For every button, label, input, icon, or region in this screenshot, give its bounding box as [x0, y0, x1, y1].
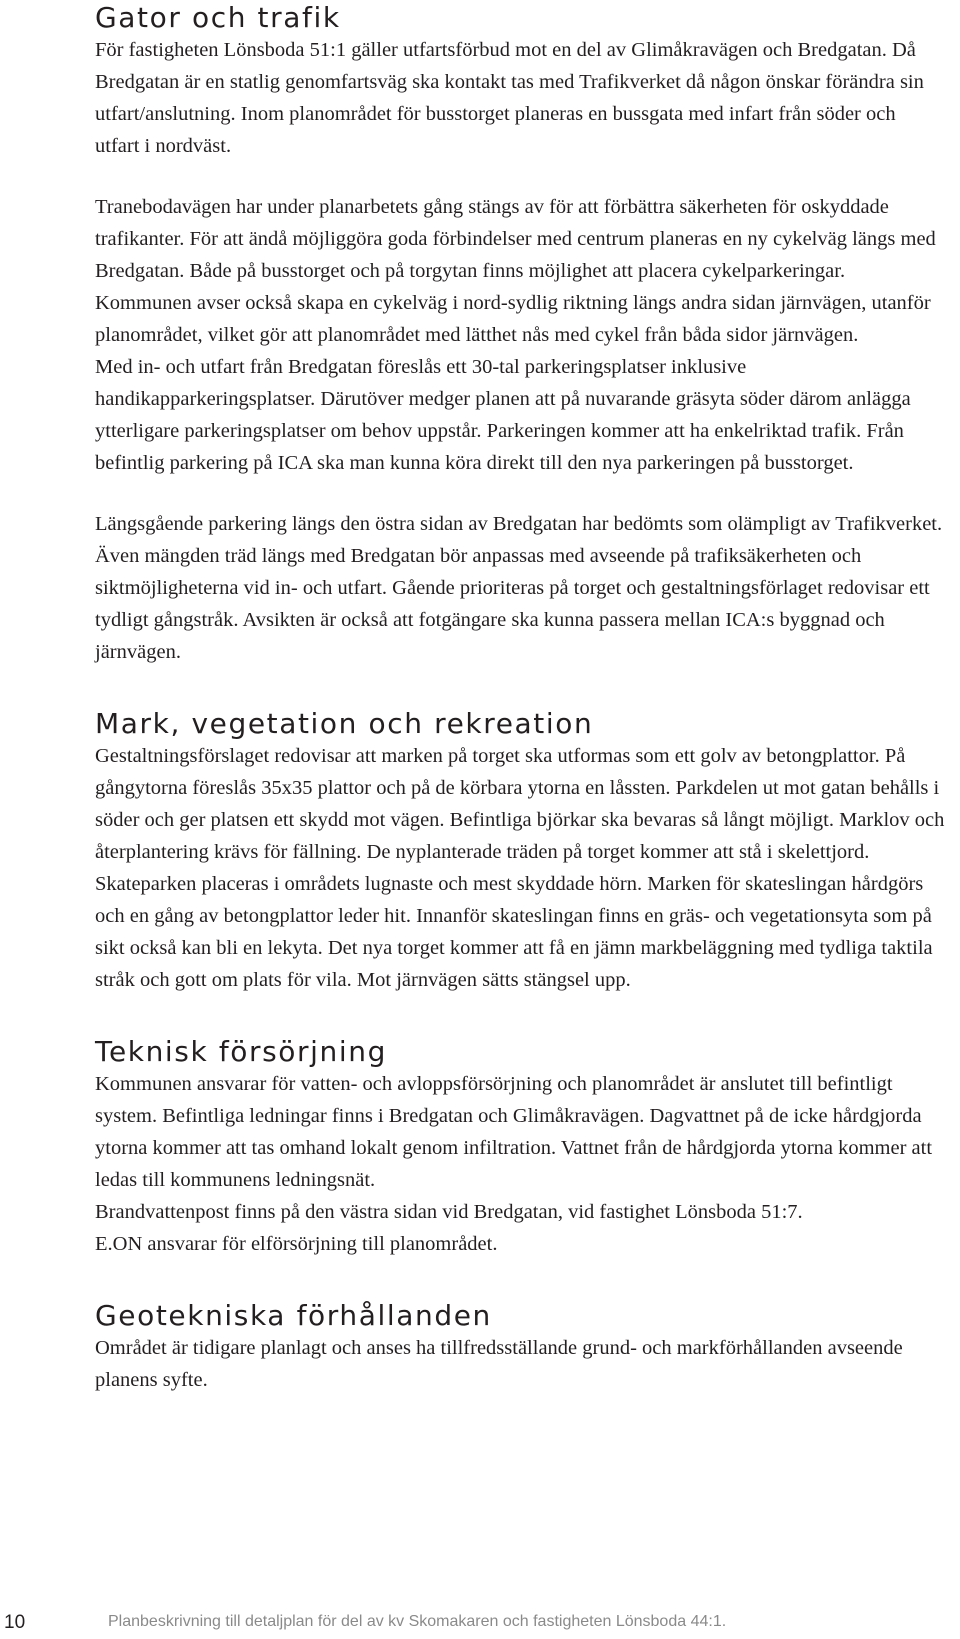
paragraph: Brandvattenpost finns på den västra sidan vid Bredgatan, vid fastighet Lönsboda 51:7. [95, 1201, 803, 1223]
section-heading: Gator och trafik [95, 1, 341, 34]
paragraph: För fastigheten Lönsboda 51:1 gäller utfartsförbud mot en del av Glimåkravägen och Bredgatan. Då Bredgatan är en statlig genomfartsväg ska kontakt tas med Trafikverket då någon önskar förändra sin utfart/anslutning. Inom planområdet för busstorget planeras en bussgata med infart från söder och utfart i nordväst. [95, 39, 924, 157]
paragraph: Längsgående parkering längs den östra sidan av Bredgatan har bedömts som olämpligt av Trafikverket. Även mängden träd längs med Bredgatan bör anpassas med avseende på trafiksäkerheten och siktmöjligheterna vid in- och utfart. Gående prioriteras på torget och gestaltningsförlaget redovisar ett tydligt gångstråk. Avsikten är också att fotgängare ska kunna passera mellan ICA:s byggnad och järnvägen. [95, 513, 943, 663]
page-footer [0, 1612, 960, 1636]
footer-title: Planbeskrivning till detaljplan för del av kv Skomakaren och fastigheten Lönsboda 44:1. [108, 1613, 727, 1630]
section-heading: Geotekniska förhållanden [95, 1299, 492, 1332]
paragraph: Tranebodavägen har under planarbetets gång stängs av för att förbättra säkerheten för oskyddade trafikanter. För att ändå möjliggöra goda förbindelser med centrum planeras en ny cykelväg längs med Bredgatan. Både på busstorget och på torgytan finns möjlighet att placera cykelparkeringar. Kommunen avser också skapa en cykelväg i nord-sydlig riktning längs andra sidan järnvägen, utanför planområdet, vilket gör att planområdet med lätthet nås med cykel från båda sidor järnvägen. [95, 196, 936, 346]
section-heading: Mark, vegetation och rekreation [95, 707, 594, 740]
page-number: 10 [4, 1612, 26, 1633]
document-body [95, 0, 945, 1396]
paragraph: Med in- och utfart från Bredgatan föreslås ett 30-tal parkeringsplatser inklusive handikapparkeringsplatser. Därutöver medger planen att på nuvarande gräsyta söder därom anlägga ytterligare parkeringsplatser om behov uppstår. Parkeringen kommer att ha enkelriktad trafik. Från befintlig parkering på ICA ska man kunna köra direkt till den nya parkeringen på busstorget. [95, 356, 911, 474]
section-mark-vegetation-och-rekreation [95, 706, 945, 996]
paragraph: Området är tidigare planlagt och anses ha tillfredsställande grund- och markförhållanden avseende planens syfte. [95, 1337, 903, 1391]
section-teknisk-forsorjning [95, 1034, 945, 1260]
paragraph: Gestaltningsförslaget redovisar att marken på torget ska utformas som ett golv av betongplattor. På gångytorna föreslås 35x35 plattor och på de körbara ytorna en låssten. Parkdelen ut mot gatan behålls i söder och ger platsen ett skydd mot vägen. Befintliga björkar ska bevaras så långt möjligt. Marklov och återplantering krävs för fällning. De nyplanterade träden på torget kommer att stå i skelettjord. Skateparken placeras i områdets lugnaste och mest skyddade hörn. Marken för skateslingan hårdgörs och en gång av betongplattor leder hit. Innanför skateslingan finns en gräs- och vegetationsyta som på sikt också kan bli en lekyta. Det nya torget kommer att få en jämn markbeläggning med tydliga taktila stråk och gott om plats för vila. Mot järnvägen sätts stängsel upp. [95, 745, 945, 991]
paragraph: Kommunen ansvarar för vatten- och avloppsförsörjning och planområdet är anslutet till befintligt system. Befintliga ledningar finns i Bredgatan och Glimåkravägen. Dagvattnet på de icke hårdgjorda ytorna kommer att tas omhand lokalt genom infiltration. Vattnet från de hårdgjorda ytorna kommer att ledas till kommunens ledningsnät. [95, 1073, 933, 1191]
section-geotekniska-forhallanden [95, 1298, 945, 1396]
section-heading: Teknisk försörjning [95, 1035, 387, 1068]
paragraph: E.ON ansvarar för elförsörjning till planområdet. [95, 1233, 498, 1255]
section-gator-och-trafik [95, 0, 945, 668]
